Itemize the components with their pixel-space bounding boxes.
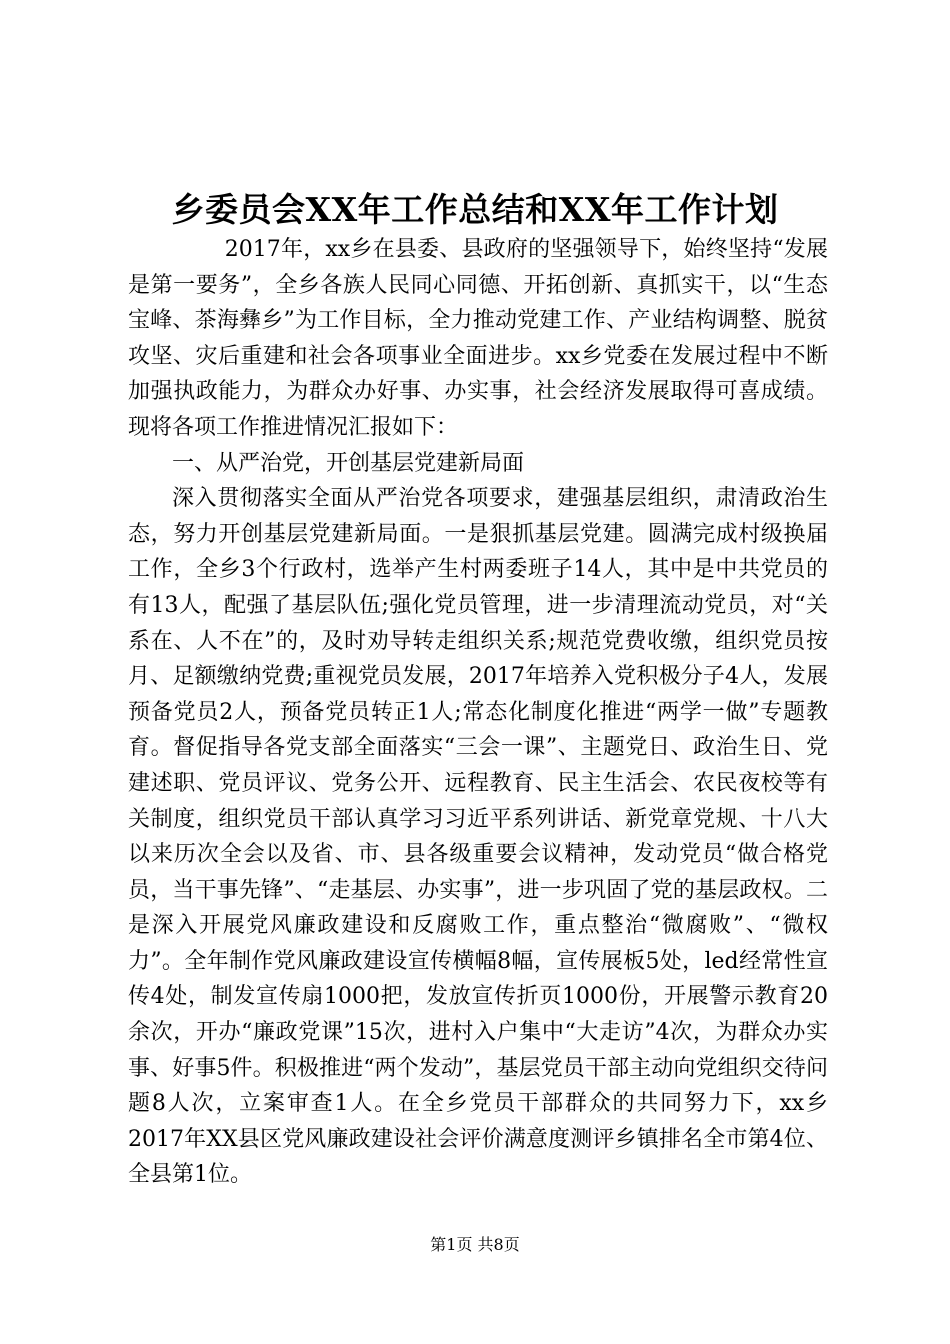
section-heading-1: 一、从严治党，开创基层党建新局面: [172, 450, 525, 476]
document-body: [128, 232, 828, 1193]
paragraph-intro: 2017年，xx乡在县委、县政府的坚强领导下，始终坚持“发展是第一要务”，全乡各族人民同心同德、开拓创新、真抓实干，以“生态宝峰、茶海彝乡”为工作目标，全力推动党建工作、产业结构调整、脱贫攻坚、灾后重建和社会各项事业全面进步。xx乡党委在发展过程中不断加强执政能力，为群众办好事、办实事，社会经济发展取得可喜成绩。现将各项工作推进情况汇报如下：: [128, 237, 828, 440]
document-title: 乡委员会XX年工作总结和XX年工作计划: [171, 190, 779, 229]
paragraph-party-building: 深入贯彻落实全面从严治党各项要求，建强基层组织，肃清政治生态，努力开创基层党建新局面。一是狠抓基层党建。圆满完成村级换届工作，全乡3个行政村，选举产生村两委班子14人，其中是中共党员的有13人，配强了基层队伍;强化党员管理，进一步清理流动党员，对“关系在、人不在”的，及时劝导转走组织关系;规范党费收缴，组织党员按月、足额缴纳党费;重视党员发展，2017年培养入党积极分子4人，发展预备党员2人，预备党员转正1人;常态化制度化推进“两学一做”专题教育。督促指导各党支部全面落实“三会一课”、主题党日、政治生日、党建述职、党员评议、党务公开、远程教育、民主生活会、农民夜校等有关制度，组织党员干部认真学习习近平系列讲话、新党章党规、十八大以来历次全会以及省、市、县各级重要会议精神，发动党员“做合格党员，当干事先锋”、“走基层、办实事”，进一步巩固了党的基层政权。二是深入开展党风廉政建设和反腐败工作，重点整治“微腐败”、“微权力”。全年制作党风廉政建设宣传横幅8幅，宣传展板5处，led经常性宣传4处，制发宣传扇1000把，发放宣传折页1000份，开展警示教育20余次，开办“廉政党课”15次，进村入户集中“大走访”4次，为群众办实事、好事5件。积极推进“两个发动”，基层党员干部主动向党组织交待问题8人次，立案审查1人。在全乡党员干部群众的共同努力下，xx乡2017年XX县区党风廉政建设社会评价满意度测评乡镇排名全市第4位、全县第1位。: [128, 486, 828, 1188]
page-footer: 第1页 共8页: [430, 1235, 520, 1254]
